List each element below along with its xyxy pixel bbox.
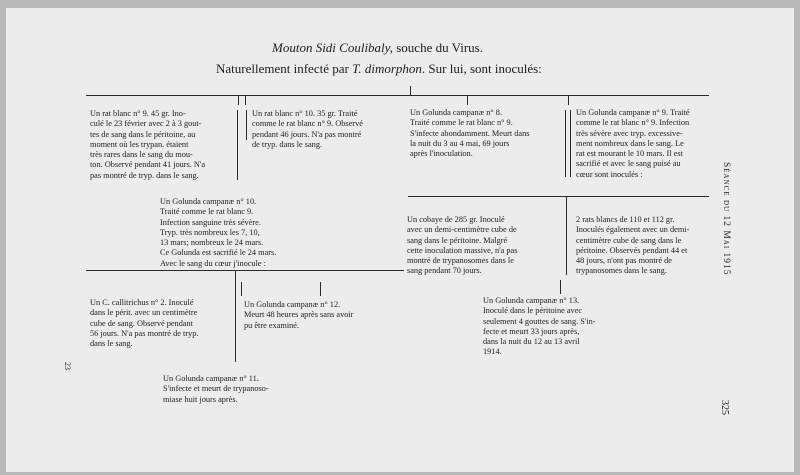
text-line: sang pendant 70 jours. bbox=[407, 266, 482, 276]
text-line: Meurt 48 heures après sans avoir bbox=[244, 310, 354, 320]
header-line-2-a: Naturellement infecté par bbox=[216, 61, 353, 76]
text-line: sang dans le péritoine. Malgré bbox=[407, 235, 508, 245]
text-line: culé le 23 février avec 2 à 3 gout- bbox=[90, 119, 202, 129]
text-block-golunda-13 bbox=[483, 296, 596, 358]
text-line: montré de trypanosomes dans le bbox=[407, 256, 514, 266]
text-line: cette inoculation massive, n'a pas bbox=[407, 245, 518, 255]
text-line: Ce Golunda est sacrifié le 24 mars. bbox=[160, 248, 277, 258]
text-block-rats-blancs bbox=[576, 215, 689, 277]
text-line: avec un demi-centimètre cube de bbox=[407, 225, 517, 235]
text-line: Inoculés également avec un demi- bbox=[576, 225, 690, 235]
text-line: Un Golunda campanæ n° 11. bbox=[163, 374, 259, 383]
text-line: péritoine. Observés pendant 44 et bbox=[576, 245, 688, 255]
text-line: Un Golunda campanæ n° 9. Traité bbox=[576, 108, 690, 117]
text-line: pendant 46 jours. N'a pas montré bbox=[252, 129, 362, 139]
connector bbox=[568, 95, 569, 105]
text-line: Un rat blanc n° 10. 35 gr. Traité bbox=[252, 109, 358, 118]
text-line: cœur sont inoculés : bbox=[576, 169, 643, 179]
text-line: seulement 4 gouttes de sang. S'in- bbox=[483, 316, 596, 326]
text-block-golunda-9 bbox=[576, 108, 689, 180]
text-line: 56 jours. N'a pas montré de tryp. bbox=[90, 328, 199, 338]
text-line: pas montré de tryp. dans le sang. bbox=[90, 170, 199, 180]
connector bbox=[86, 95, 709, 96]
text-line: Un cobaye de 285 gr. Inoculé bbox=[407, 215, 505, 224]
text-line: sacrifié et avec le sang puisé au bbox=[576, 159, 681, 169]
text-line: Traité comme le rat blanc 9. bbox=[160, 207, 254, 217]
text-line: la nuit du 3 au 4 mai, 69 jours bbox=[410, 138, 510, 148]
text-line: fecte et meurt 33 jours après, bbox=[483, 326, 580, 336]
text-line: Un Golunda campanæ n° 8. bbox=[410, 108, 503, 117]
text-line: très sévère avec tryp. excessive- bbox=[576, 128, 683, 138]
text-line: Avec le sang du cœur j'inocule : bbox=[160, 258, 266, 268]
text-line: rat est mourant le 10 mars. Il est bbox=[576, 149, 683, 159]
text-line: dans le sang. bbox=[90, 339, 133, 349]
text-line: Traité comme le rat blanc n° 9. bbox=[410, 118, 513, 128]
text-line: cube de sang. Observé pendant bbox=[90, 318, 193, 328]
text-line: Un Golunda campanæ n° 13. bbox=[483, 296, 580, 305]
text-block-golunda-10 bbox=[160, 197, 276, 269]
connector bbox=[566, 197, 567, 275]
connector bbox=[408, 196, 709, 197]
text-line: ton. Observé pendant 41 jours. N'a bbox=[90, 160, 206, 170]
connector bbox=[238, 95, 239, 105]
text-line: dans la nuit du 12 au 13 avril bbox=[483, 337, 580, 347]
header-strain-rest: souche du Virus. bbox=[392, 40, 483, 55]
text-line: Un C. callitrichus n° 2. Inoculé bbox=[90, 298, 194, 307]
text-line: centimètre cube de sang dans le bbox=[576, 235, 682, 245]
text-line: comme le rat blanc n° 9. Infection bbox=[576, 118, 690, 128]
running-head bbox=[718, 162, 732, 282]
text-line: 13 mars; nombreux le 24 mars. bbox=[160, 238, 264, 248]
connector bbox=[410, 86, 411, 95]
header-line-1 bbox=[272, 40, 483, 55]
text-line: 2 rats blancs de 110 et 112 gr. bbox=[576, 215, 675, 224]
connector bbox=[467, 95, 468, 105]
connector bbox=[570, 110, 571, 177]
page-number-text: 325 bbox=[719, 400, 730, 415]
text-line: S'infecte et meurt de trypanoso- bbox=[163, 384, 269, 394]
text-line: comme le rat blanc n° 9. Observé bbox=[252, 119, 363, 129]
connector bbox=[241, 282, 242, 296]
text-line: Un Golunda campanæ n° 10. bbox=[160, 197, 257, 206]
connector bbox=[246, 110, 247, 140]
text-line: Infection sanguine très sévère. bbox=[160, 217, 261, 227]
text-block-golunda-12 bbox=[244, 300, 353, 331]
text-block-callitrichus bbox=[90, 298, 198, 349]
text-line: tes de sang dans le péritoine, au bbox=[90, 129, 196, 139]
connector bbox=[235, 270, 236, 362]
connector bbox=[320, 282, 321, 296]
text-line: de tryp. dans le sang. bbox=[252, 139, 323, 149]
text-block-golunda-11 bbox=[163, 374, 269, 405]
text-block-rat-10 bbox=[252, 109, 363, 150]
text-line: 48 jours, n'ont pas montré de bbox=[576, 256, 672, 266]
connector bbox=[245, 95, 246, 105]
text-block-golunda-8 bbox=[410, 108, 529, 159]
text-line: Un Golunda campanæ n° 12. bbox=[244, 300, 341, 309]
header-parasite: T. dimorphon bbox=[352, 61, 422, 76]
text-line: après l'inoculation. bbox=[410, 149, 473, 159]
text-line: très rares dans le sang du mou- bbox=[90, 150, 193, 160]
text-line: Tryp. très nombreux les 7, 10, bbox=[160, 227, 260, 237]
running-head-text: Séance du 12 Mai 1915 bbox=[721, 162, 731, 276]
text-block-cobaye bbox=[407, 215, 517, 277]
text-line: ment nombreux dans le sang. Le bbox=[576, 138, 684, 148]
connector bbox=[565, 110, 566, 177]
header-strain-name: Mouton Sidi Coulibaly, bbox=[272, 40, 393, 55]
text-line: trypanosomes dans le sang. bbox=[576, 266, 667, 276]
signature-mark bbox=[62, 362, 74, 378]
signature-mark-text: 23 bbox=[63, 362, 72, 370]
connector bbox=[237, 110, 238, 180]
text-line: 1914. bbox=[483, 347, 502, 357]
text-line: dans le périt. avec un centimètre bbox=[90, 308, 198, 318]
header-line-2-b: . Sur lui, sont inoculés: bbox=[421, 61, 542, 76]
text-line: miase huit jours après. bbox=[163, 394, 238, 404]
connector bbox=[560, 280, 561, 294]
text-line: moment où les trypan. étaient bbox=[90, 139, 189, 149]
text-line: Inoculé dans le péritoine avec bbox=[483, 306, 583, 316]
text-line: S'infecte abondamment. Meurt dans bbox=[410, 128, 530, 138]
text-line: pu être examiné. bbox=[244, 320, 300, 330]
text-block-rat-9 bbox=[90, 109, 205, 181]
page-number bbox=[718, 400, 732, 430]
connector bbox=[86, 270, 404, 271]
text-line: Un rat blanc n° 9. 45 gr. Ino- bbox=[90, 109, 186, 118]
header-line-2 bbox=[216, 61, 542, 76]
